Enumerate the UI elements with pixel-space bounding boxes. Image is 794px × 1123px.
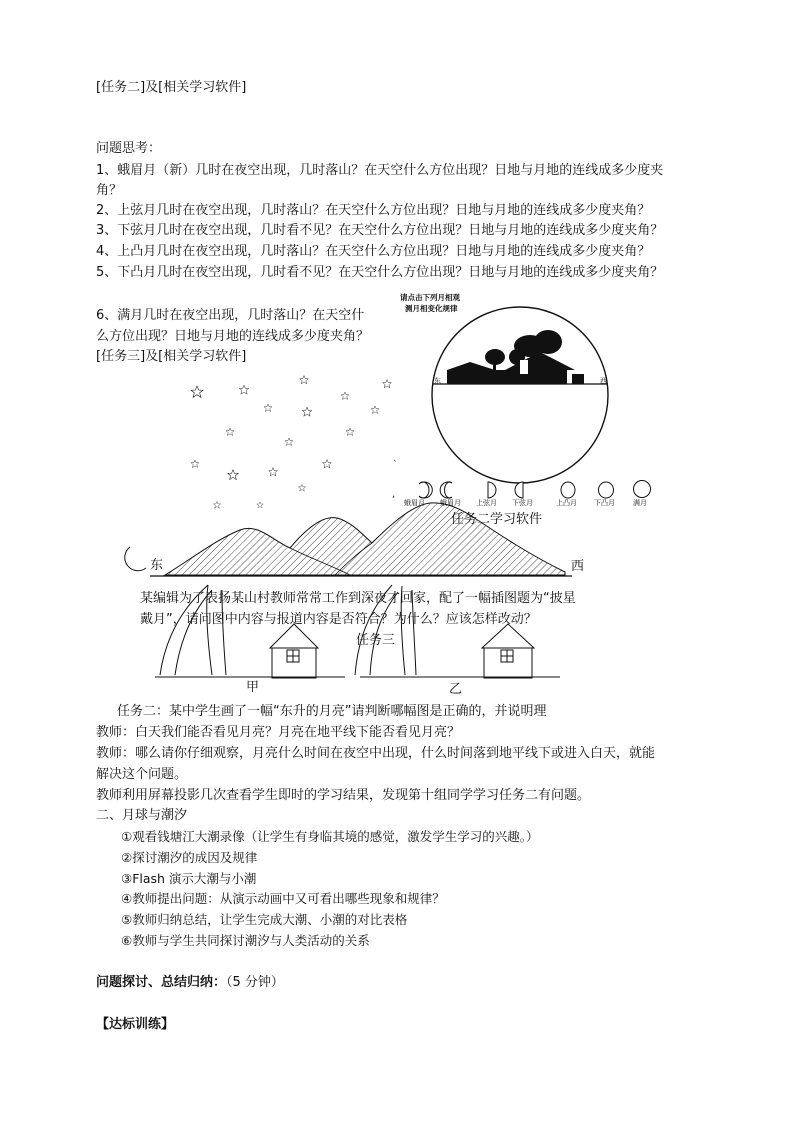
waxing-gibbous-icon[interactable] bbox=[561, 482, 575, 498]
moon-figure-caption: 任务二学习软件 bbox=[451, 512, 543, 527]
house-jia-icon bbox=[270, 624, 318, 678]
question-1-line1: 1、蛾眉月（新）几时在夜空出现，几时落山？在天空什么方位出现？日地与月地的连线成多少度夹 bbox=[96, 163, 664, 178]
task2-title: [任务二]及[相关学习软件] bbox=[96, 80, 247, 95]
star-icon bbox=[341, 392, 349, 400]
phase-label: 上弦月 bbox=[476, 499, 497, 507]
star-icon bbox=[285, 438, 293, 446]
question-1-line2: 角？ bbox=[96, 183, 123, 198]
waxing-crescent-icon[interactable] bbox=[440, 482, 452, 498]
list-item: ⑤教师归纳总结，让学生完成大潮、小潮的对比表格 bbox=[121, 912, 408, 927]
star-icon bbox=[226, 428, 234, 436]
label-jia: 甲 bbox=[246, 680, 260, 695]
questions-heading: 问题思考： bbox=[96, 141, 162, 156]
last-quarter-icon[interactable] bbox=[515, 482, 523, 498]
scene-paragraph-line1: 某编辑为了表扬某山村教师常常工作到深夜才回家，配了一幅插图题为“披星 bbox=[140, 591, 576, 606]
star-icon bbox=[302, 407, 312, 416]
list-item: ③Flash 演示大潮与小潮 bbox=[121, 871, 257, 886]
star-icon bbox=[269, 468, 278, 476]
full-moon-icon[interactable] bbox=[634, 481, 651, 498]
section-2-heading: 二、月球与潮汐 bbox=[96, 808, 188, 823]
star-icon bbox=[383, 380, 392, 388]
phase-label: 上凸月 bbox=[556, 499, 577, 507]
scene-west: 西 bbox=[571, 559, 585, 574]
screen-note: 教师利用屏幕投影几次查看学生即时的学习结果，发现第十组同学学习任务二有问题。 bbox=[96, 788, 591, 803]
moon-simulator-circle[interactable] bbox=[432, 307, 608, 483]
question-5: 5、下凸月几时在夜空出现，几时看不见？在天空什么方位出现？日地与月地的连线成多少度夹角？ bbox=[96, 265, 664, 280]
question-6-line2: 么方位出现？日地与月地的连线成多少度夹角？ bbox=[96, 329, 370, 344]
house-yi-icon bbox=[482, 624, 534, 678]
moon-figure-east: 东 bbox=[434, 377, 441, 385]
star-icon bbox=[346, 428, 354, 436]
star-icon bbox=[298, 484, 305, 491]
phase-label: 下弦月 bbox=[512, 499, 533, 507]
phase-label: 下凸月 bbox=[594, 499, 615, 507]
svg-text:ˋ: ˋ bbox=[393, 460, 398, 470]
star-icon bbox=[228, 470, 238, 480]
phase-label: 满月 bbox=[633, 499, 647, 507]
stars bbox=[191, 376, 391, 509]
star-icon bbox=[323, 460, 332, 468]
moon-phase-icons bbox=[419, 481, 651, 499]
question-6-line1: 6、满月几时在夜空出现，几时落山？在天空什 bbox=[96, 308, 365, 323]
star-icon bbox=[257, 502, 263, 508]
scene-east: 东 bbox=[150, 558, 164, 573]
star-icon bbox=[191, 386, 203, 397]
star-icon bbox=[264, 404, 272, 412]
first-quarter-icon[interactable] bbox=[488, 482, 496, 498]
star-icon bbox=[239, 385, 249, 394]
teacher-line-2a: 教师：哪么请你仔细观察，月亮什么时间在夜空中出现，什么时间落到地平线下或进入白天，就能 bbox=[96, 746, 656, 761]
label-yi: 乙 bbox=[449, 682, 463, 697]
scene-paragraph-line2: 戴月”，请问图中内容与报道内容是否符合？为什么？应该怎样改动？ bbox=[140, 612, 537, 627]
list-item: ⑥教师与学生共同探讨潮汐与人类活动的关系 bbox=[121, 933, 370, 948]
list-item: ①观看钱塘江大潮录像（让学生有身临其境的感觉，激发学生学习的兴趣。） bbox=[121, 829, 539, 844]
summary-bold: 问题探讨、总结归纳： bbox=[96, 975, 227, 990]
question-3: 3、下弦月几时在夜空出现，几时看不见？在天空什么方位出现？日地与月地的连线成多少度夹角？ bbox=[96, 223, 664, 238]
summary-time: （5 分钟） bbox=[226, 975, 284, 990]
phase-label: 蛾眉月 bbox=[440, 499, 461, 507]
question-4: 4、上凸月几时在夜空出现，几时落山？在天空什么方位出现？日地与月地的连线成多少度夹角？ bbox=[96, 244, 651, 259]
waxing-crescent-icon[interactable] bbox=[419, 482, 432, 498]
phase-label: 蛾眉月 bbox=[404, 499, 425, 507]
star-icon bbox=[371, 406, 379, 414]
list-item: ④教师提出问题：从演示动画中又可看出哪些现象和规律？ bbox=[121, 891, 445, 906]
practice-heading: 【达标训练】 bbox=[96, 1017, 175, 1032]
crescent-moon-icon bbox=[125, 547, 146, 571]
list-item: ②探讨潮汐的成因及规律 bbox=[121, 850, 258, 865]
star-icon bbox=[213, 501, 220, 508]
waning-gibbous-icon[interactable] bbox=[599, 482, 614, 498]
star-icon bbox=[191, 460, 199, 468]
svg-text:,: , bbox=[392, 489, 396, 500]
task3-label: 任务三 bbox=[356, 633, 396, 648]
teacher-line-2b: 解决这个问题。 bbox=[96, 767, 188, 782]
summary-line bbox=[96, 973, 284, 993]
moon-figure-instruction-line2: 测月相变化规律 bbox=[405, 304, 458, 313]
moon-figure-instruction-line1: 请点击下列月相观 bbox=[400, 293, 460, 302]
moon-figure-west: 西 bbox=[600, 377, 607, 385]
task2-question: 任务二：某中学生画了一幅“东升的月亮”请判断哪幅图是正确的，并说明理 bbox=[117, 704, 547, 719]
question-2: 2、上弦月几时在夜空出现，几时落山？在天空什么方位出现？日地与月地的连线成多少度夹角？ bbox=[96, 203, 651, 218]
task3-title: [任务三]及[相关学习软件] bbox=[96, 349, 247, 364]
star-icon bbox=[300, 376, 309, 384]
teacher-line-1: 教师：白天我们能否看见月亮？月亮在地平线下能否看见月亮？ bbox=[96, 725, 461, 740]
